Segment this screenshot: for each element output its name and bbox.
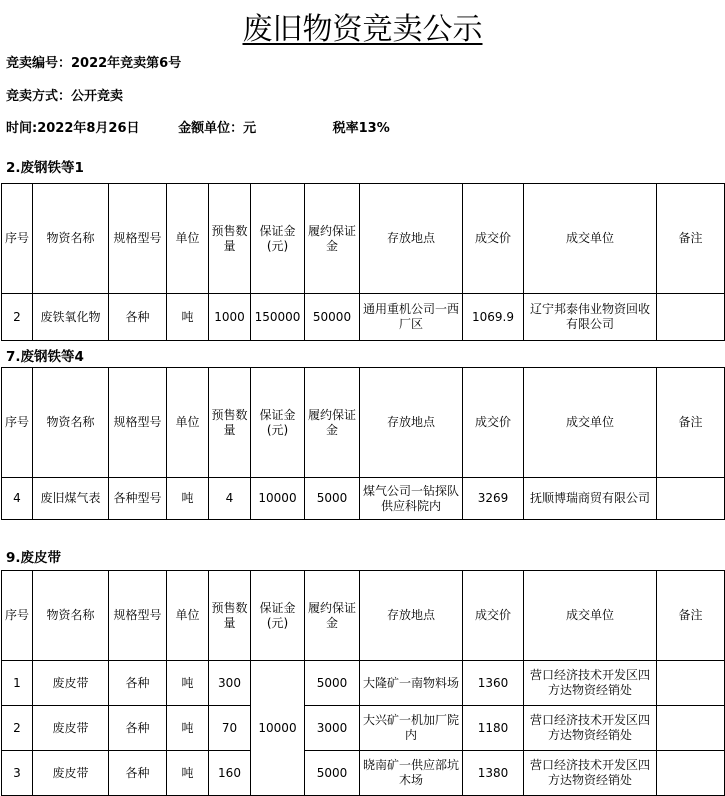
- table-row: [2, 706, 725, 751]
- header-cell: 存放地点: [360, 368, 463, 478]
- header-cell: 预售数量: [209, 571, 251, 661]
- header-cell: 保证金(元): [251, 184, 305, 294]
- cell-location: 煤气公司一钻探队供应科院内: [360, 478, 463, 520]
- cell-no: 2: [2, 294, 33, 341]
- header-cell: 履约保证金: [305, 368, 360, 478]
- header-cell: 规格型号: [109, 184, 167, 294]
- header-row: [2, 571, 725, 661]
- tax-rate: 税率13%: [332, 121, 390, 136]
- header-cell: 单位: [167, 368, 209, 478]
- cell-note: [657, 661, 725, 706]
- cell-spec: 各种: [109, 751, 167, 796]
- cell-deposit: 10000: [251, 661, 305, 796]
- auction-number: 竞卖编号：2022年竞卖第6号: [6, 56, 182, 71]
- header-cell: 单位: [167, 184, 209, 294]
- cell-location: 通用重机公司一西厂区: [360, 294, 463, 341]
- header-cell: 序号: [2, 184, 33, 294]
- cell-name: 废皮带: [33, 751, 109, 796]
- cell-note: [657, 478, 725, 520]
- section-title: 2.废钢铁等1: [6, 160, 84, 176]
- cell-price: 1360: [463, 661, 524, 706]
- section-title: 9.废皮带: [6, 550, 62, 566]
- table-row: [2, 661, 725, 706]
- cell-note: [657, 294, 725, 341]
- cell-buyer: 抚顺博瑞商贸有限公司: [524, 478, 657, 520]
- cell-price: 3269: [463, 478, 524, 520]
- page-title: [0, 4, 725, 48]
- cell-qty: 70: [209, 706, 251, 751]
- results-table: [1, 183, 725, 341]
- cell-name: 废皮带: [33, 661, 109, 706]
- header-row: [2, 368, 725, 478]
- cell-unit: 吨: [167, 661, 209, 706]
- header-cell: 履约保证金: [305, 571, 360, 661]
- header-cell: 物资名称: [33, 368, 109, 478]
- cell-no: 4: [2, 478, 33, 520]
- cell-unit: 吨: [167, 706, 209, 751]
- cell-price: 1180: [463, 706, 524, 751]
- table-row: [2, 294, 725, 341]
- header-cell: 成交单位: [524, 571, 657, 661]
- section-title: 7.废钢铁等4: [6, 349, 84, 365]
- header-cell: 成交价: [463, 368, 524, 478]
- header-cell: 物资名称: [33, 571, 109, 661]
- header-cell: 履约保证金: [305, 184, 360, 294]
- cell-name: 废皮带: [33, 706, 109, 751]
- cell-no: 1: [2, 661, 33, 706]
- cell-buyer: 营口经济技术开发区四方达物资经销处: [524, 751, 657, 796]
- results-table: [1, 367, 725, 520]
- page-title-text: 废旧物资竞卖公示: [242, 12, 483, 47]
- results-table: [1, 570, 725, 796]
- cell-perf-deposit: 50000: [305, 294, 360, 341]
- header-cell: 规格型号: [109, 368, 167, 478]
- header-cell: 存放地点: [360, 571, 463, 661]
- cell-buyer: 辽宁邦泰伟业物资回收有限公司: [524, 294, 657, 341]
- header-cell: 序号: [2, 368, 33, 478]
- header-cell: 备注: [657, 184, 725, 294]
- cell-name: 废铁氧化物: [33, 294, 109, 341]
- cell-buyer: 营口经济技术开发区四方达物资经销处: [524, 661, 657, 706]
- header-cell: 保证金(元): [251, 571, 305, 661]
- cell-spec: 各种: [109, 661, 167, 706]
- header-cell: 预售数量: [209, 184, 251, 294]
- cell-no: 2: [2, 706, 33, 751]
- cell-deposit: 150000: [251, 294, 305, 341]
- header-cell: 保证金(元): [251, 368, 305, 478]
- cell-unit: 吨: [167, 751, 209, 796]
- header-row: [2, 184, 725, 294]
- cell-note: [657, 751, 725, 796]
- cell-price: 1069.9: [463, 294, 524, 341]
- cell-location: 大隆矿一南物料场: [360, 661, 463, 706]
- header-cell: 备注: [657, 571, 725, 661]
- cell-qty: 4: [209, 478, 251, 520]
- cell-deposit: 10000: [251, 478, 305, 520]
- auction-method: 竞卖方式：公开竞卖: [6, 89, 124, 104]
- header-cell: 预售数量: [209, 368, 251, 478]
- header-cell: 单位: [167, 571, 209, 661]
- cell-location: 晓南矿一供应部坑木场: [360, 751, 463, 796]
- auction-time: 时间:2022年8月26日: [6, 121, 140, 136]
- table-row: [2, 751, 725, 796]
- cell-unit: 吨: [167, 294, 209, 341]
- cell-spec: 各种: [109, 294, 167, 341]
- cell-buyer: 营口经济技术开发区四方达物资经销处: [524, 706, 657, 751]
- cell-location: 大兴矿一机加厂院内: [360, 706, 463, 751]
- cell-no: 3: [2, 751, 33, 796]
- cell-name: 废旧煤气表: [33, 478, 109, 520]
- cell-perf-deposit: 3000: [305, 706, 360, 751]
- currency-unit: 金额单位：元: [178, 121, 257, 136]
- table-row: [2, 478, 725, 520]
- meta-line: [6, 117, 390, 136]
- cell-spec: 各种型号: [109, 478, 167, 520]
- header-cell: 成交价: [463, 184, 524, 294]
- cell-perf-deposit: 5000: [305, 661, 360, 706]
- cell-perf-deposit: 5000: [305, 751, 360, 796]
- header-cell: 成交单位: [524, 184, 657, 294]
- header-cell: 规格型号: [109, 571, 167, 661]
- cell-note: [657, 706, 725, 751]
- cell-qty: 1000: [209, 294, 251, 341]
- header-cell: 存放地点: [360, 184, 463, 294]
- header-cell: 序号: [2, 571, 33, 661]
- header-cell: 成交单位: [524, 368, 657, 478]
- header-cell: 成交价: [463, 571, 524, 661]
- cell-qty: 300: [209, 661, 251, 706]
- cell-spec: 各种: [109, 706, 167, 751]
- header-cell: 物资名称: [33, 184, 109, 294]
- cell-perf-deposit: 5000: [305, 478, 360, 520]
- header-cell: 备注: [657, 368, 725, 478]
- cell-qty: 160: [209, 751, 251, 796]
- cell-unit: 吨: [167, 478, 209, 520]
- cell-price: 1380: [463, 751, 524, 796]
